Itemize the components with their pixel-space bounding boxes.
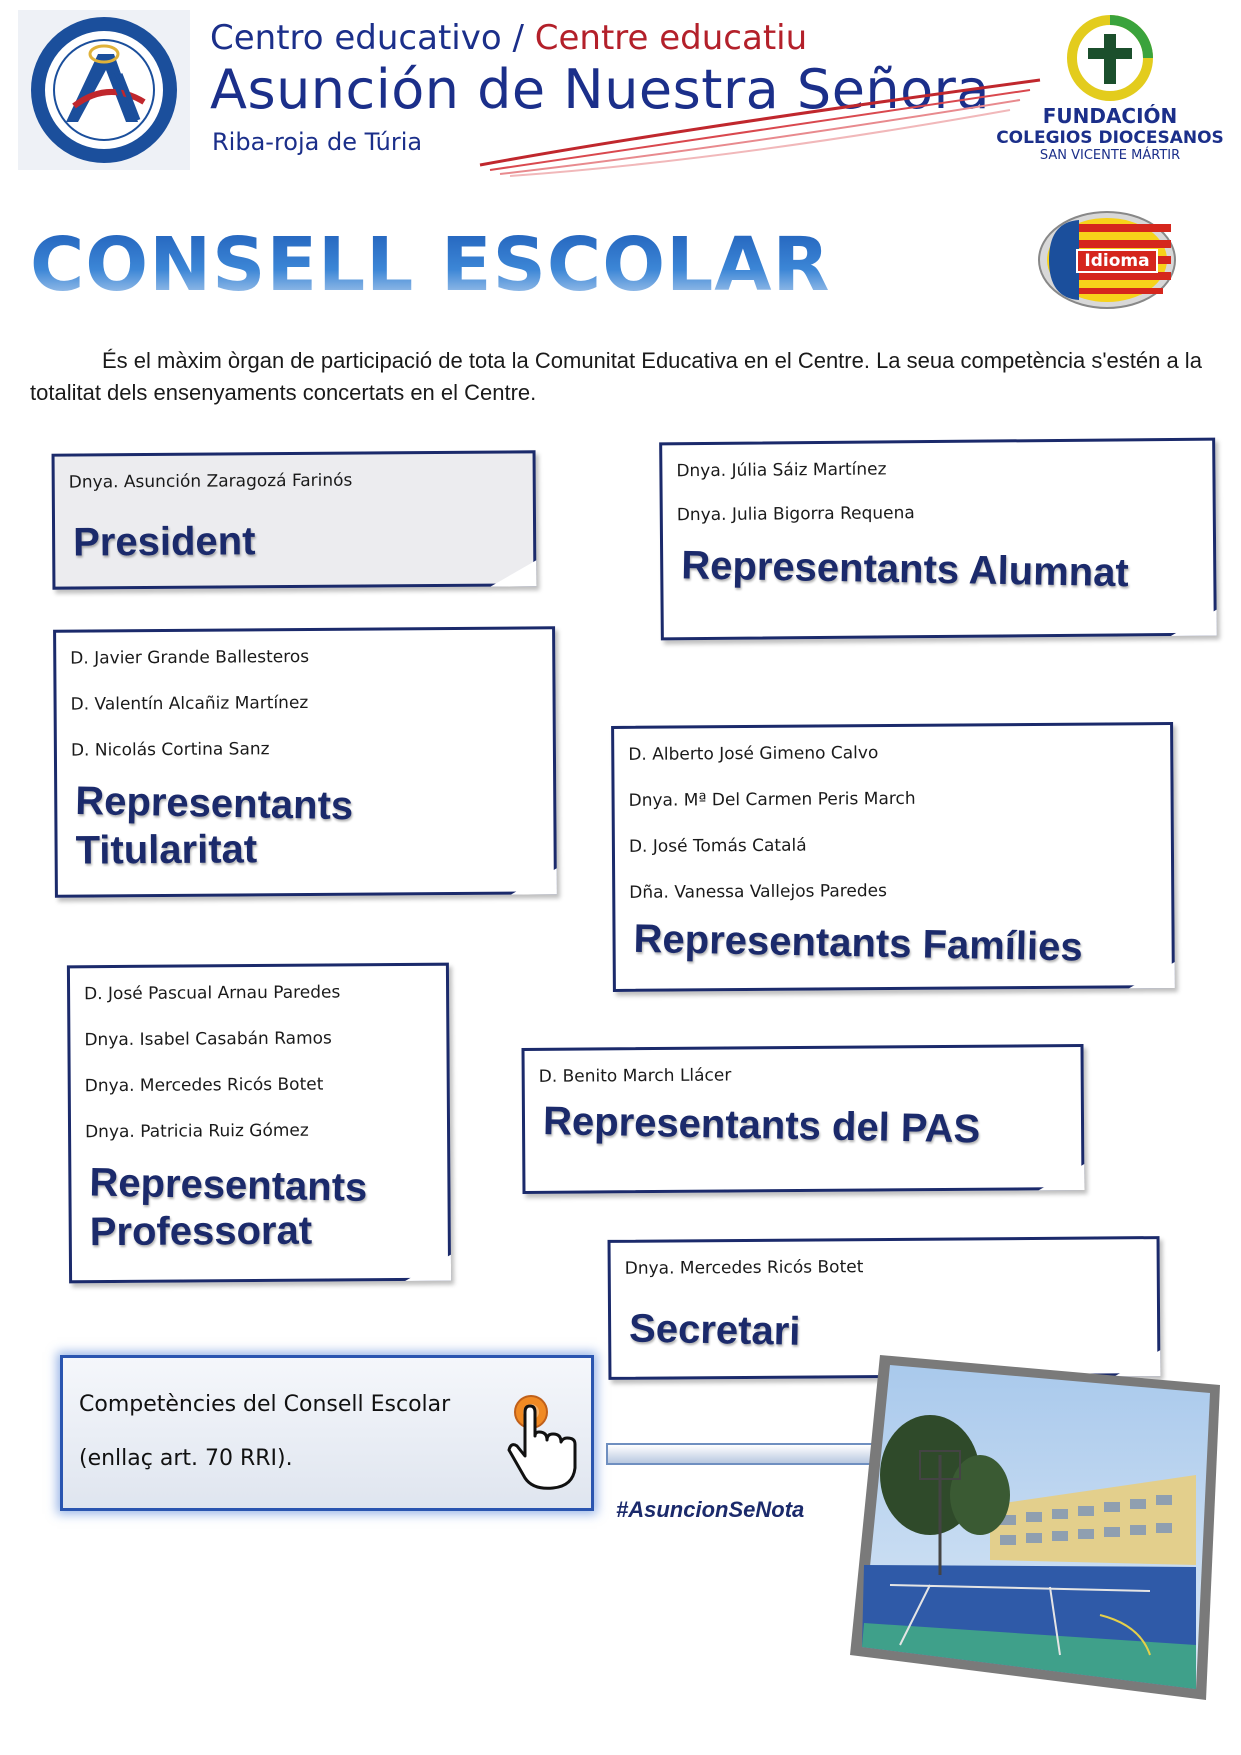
link-line2[interactable]: (enllaç art. 70 RRI). xyxy=(79,1446,293,1471)
foundation-line2: COLEGIOS DIOCESANOS xyxy=(996,128,1224,148)
page-title: CONSELL ESCOLAR xyxy=(30,222,831,308)
intro-paragraph: És el màxim òrgan de participació de tota la Comunitat Educativa en el Centre. La seua competència s'estén a la totalitat dels ensenyaments concertats en el Centre. xyxy=(30,348,1202,405)
member-name: D. Nicolás Cortina Sanz xyxy=(70,739,270,761)
pointing-hand-icon[interactable] xyxy=(503,1394,583,1494)
member-name: Dnya. Patricia Ruiz Gómez xyxy=(84,1120,309,1143)
role-title-line2: Titularitat xyxy=(75,827,258,873)
foundation-line1: FUNDACIÓN xyxy=(1042,104,1178,128)
member-name: Dnya. Isabel Casabán Ramos xyxy=(84,1028,332,1051)
role-title: Secretari xyxy=(628,1306,801,1354)
card-alumnat xyxy=(659,438,1217,641)
school-logo xyxy=(18,10,190,170)
member-name: Dnya. Mª Del Carmen Peris March xyxy=(628,788,916,811)
role-title: Representants Alumnat xyxy=(680,543,1130,596)
link-line1[interactable]: Competències del Consell Escolar xyxy=(79,1392,451,1417)
member-name: Dnya. Júlia Sáiz Martínez xyxy=(676,459,887,482)
member-name: Dnya. Mercedes Ricós Botet xyxy=(84,1074,324,1097)
role-title: President xyxy=(72,519,256,565)
school-photo xyxy=(850,1355,1220,1700)
school-location: Riba-roja de Túria xyxy=(212,128,423,156)
foundation-logo xyxy=(1060,12,1160,104)
card-families xyxy=(611,722,1175,992)
card-president xyxy=(52,450,537,589)
member-name: D. José Tomás Catalá xyxy=(628,835,807,857)
member-name: D. Benito March Llácer xyxy=(538,1065,732,1087)
member-name: Dnya. Asunción Zaragozá Farinós xyxy=(68,470,353,493)
member-name: Dnya. Mercedes Ricós Botet xyxy=(624,1257,864,1279)
member-name: D. Alberto José Gimeno Calvo xyxy=(628,743,879,765)
role-title: Representants del PAS xyxy=(542,1099,981,1152)
foundation-line3: SAN VICENTE MÁRTIR xyxy=(1039,148,1181,163)
foundation-name xyxy=(980,104,1240,163)
idioma-label: Idioma xyxy=(1084,251,1150,271)
separator: / xyxy=(512,18,524,58)
red-swoosh xyxy=(470,70,1050,180)
role-title-line2: Professorat xyxy=(89,1208,313,1255)
centro-va: Centre educatiu xyxy=(534,18,808,58)
member-name: Dnya. Julia Bigorra Requena xyxy=(676,503,915,526)
hashtag: #AsuncionSeNota xyxy=(616,1497,805,1522)
role-title-line1: Representants xyxy=(74,778,354,829)
school-name: Asunción de Nuestra Señora xyxy=(210,58,990,121)
competencies-link[interactable] xyxy=(60,1355,594,1511)
member-name: D. Javier Grande Ballesteros xyxy=(70,646,310,669)
header-centre-label xyxy=(210,18,807,58)
member-name: D. Valentín Alcañiz Martínez xyxy=(70,692,309,715)
role-title-line1: Representants xyxy=(89,1160,368,1210)
centro-es: Centro educativo xyxy=(210,18,502,58)
card-pas xyxy=(521,1044,1084,1194)
card-titularitat xyxy=(53,626,557,897)
card-professorat xyxy=(67,963,451,1284)
connector-bar xyxy=(606,1443,880,1465)
valencian-language-badge xyxy=(1035,208,1180,313)
member-name: D. José Pascual Arnau Paredes xyxy=(84,982,341,1005)
role-title: Representants Famílies xyxy=(633,916,1084,970)
member-name: Dña. Vanessa Vallejos Paredes xyxy=(629,881,888,903)
